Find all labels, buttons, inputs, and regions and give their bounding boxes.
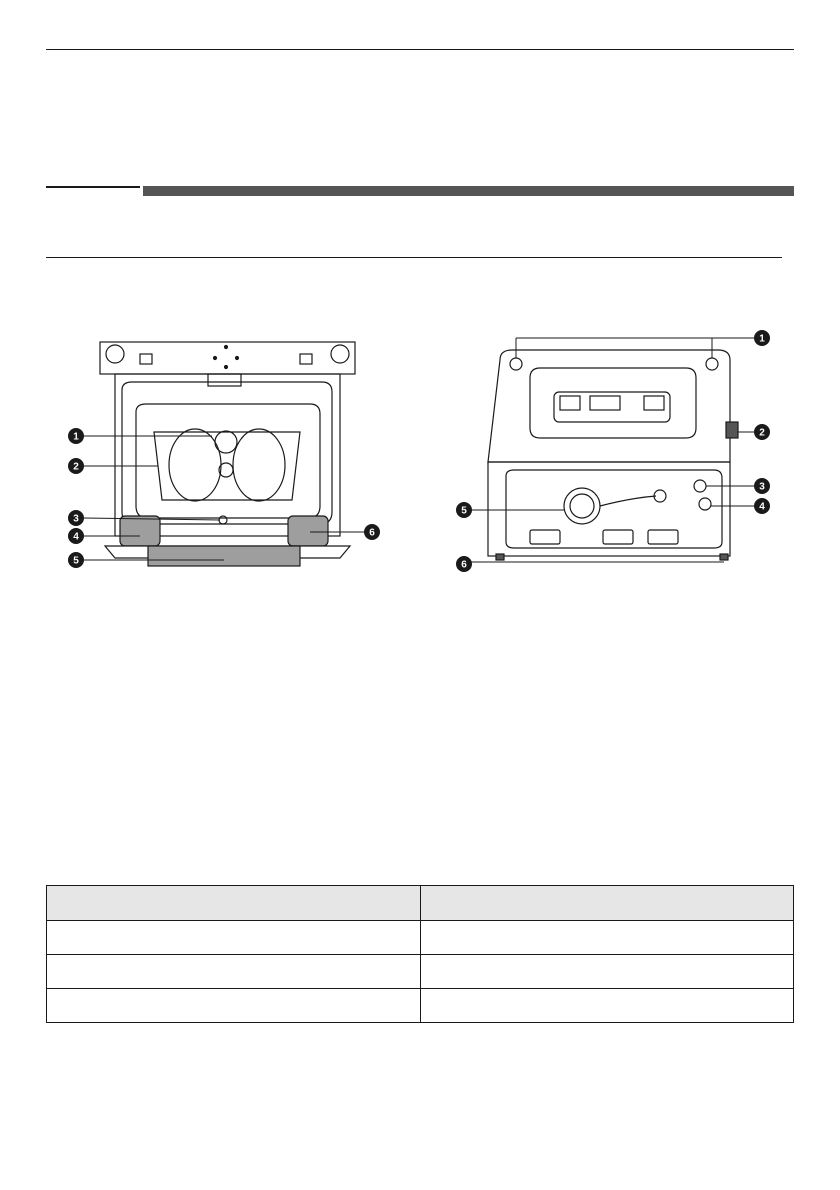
svg-text:5: 5 <box>461 505 467 517</box>
table-row <box>47 955 794 989</box>
header-rule <box>46 49 794 50</box>
table-cell <box>420 989 794 1023</box>
table-header-row <box>47 886 794 921</box>
table-header-cell <box>47 886 421 921</box>
rear-view-illustration <box>488 350 738 560</box>
table-row <box>47 921 794 955</box>
rear-callout-5 <box>456 502 472 518</box>
front-callout-6 <box>364 524 380 540</box>
table-cell <box>47 989 421 1023</box>
rear-callout-4 <box>754 498 770 514</box>
table-row <box>47 989 794 1023</box>
svg-text:4: 4 <box>759 501 765 513</box>
page-number <box>760 20 794 40</box>
table-cell <box>47 955 421 989</box>
rear-callout-1 <box>754 330 770 346</box>
rear-callout-2 <box>754 424 770 440</box>
running-head <box>46 26 794 46</box>
rear-callout-6 <box>456 556 472 572</box>
svg-text:6: 6 <box>369 527 375 539</box>
svg-text:4: 4 <box>73 531 79 543</box>
svg-text:1: 1 <box>759 333 765 345</box>
table-cell <box>420 921 794 955</box>
subsection-rule <box>46 257 782 258</box>
section-rule-left <box>46 186 140 188</box>
subsection-title <box>46 232 782 254</box>
rear-leader-lines <box>470 338 754 562</box>
svg-text:2: 2 <box>759 427 765 439</box>
svg-text:1: 1 <box>73 431 79 443</box>
spec-table <box>46 885 794 1023</box>
parts-figure <box>60 320 790 580</box>
front-callout-2 <box>68 458 84 474</box>
rear-callouts <box>456 330 770 572</box>
table-cell <box>47 921 421 955</box>
parts-description-area <box>46 595 794 865</box>
table-cell <box>420 955 794 989</box>
front-callout-1 <box>68 428 84 444</box>
table-header-cell <box>420 886 794 921</box>
rear-callout-3 <box>754 478 770 494</box>
front-callout-3 <box>68 510 84 526</box>
svg-text:6: 6 <box>461 559 467 571</box>
section-title <box>46 200 794 224</box>
svg-text:3: 3 <box>759 481 765 493</box>
front-callout-4 <box>68 528 84 544</box>
front-callout-5 <box>68 552 84 568</box>
svg-text:2: 2 <box>73 461 79 473</box>
svg-text:3: 3 <box>73 513 79 525</box>
section-band <box>143 186 794 196</box>
svg-text:5: 5 <box>73 555 79 567</box>
